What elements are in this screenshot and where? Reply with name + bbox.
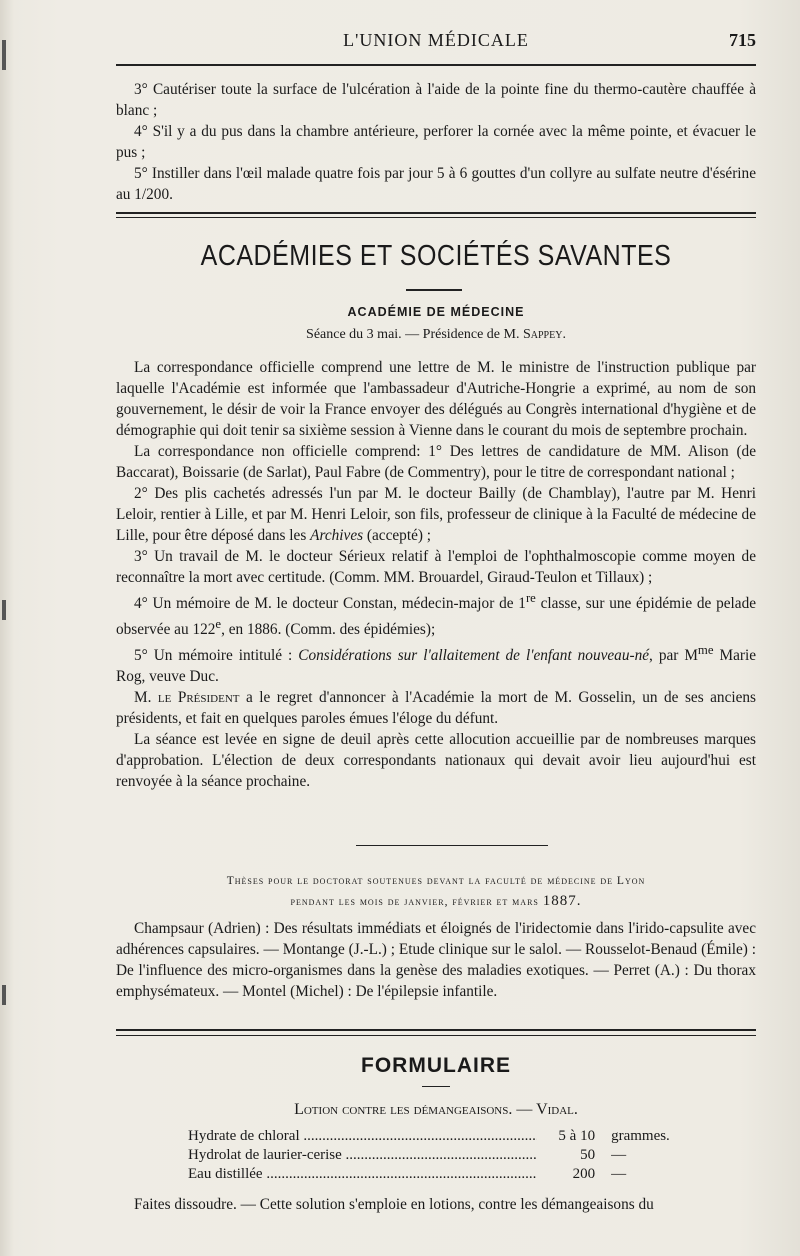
paragraph-sealed-letters: 2° Des plis cachetés adressés l'un par M. le docteur Bailly (de Chamblay), l'autre par M. Henri Leloir, rentier à Lille, et par M. Henri Leloir, son fils, professeur de clinique à la Faculté de médecine de Lille, pour être déposé dans les Archives (accepté) ; — [116, 485, 756, 544]
ingredient-unit: grammes. — [611, 1128, 670, 1144]
ingredient-qty: 50 — [580, 1147, 596, 1163]
paragraph-president-announcement: M. le Président a le regret d'annoncer à l'Académie la mort de M. Gosselin, un de ses anciens présidents, et fait en quelques paroles émues l'éloge du défunt. — [116, 689, 756, 728]
session-line — [116, 327, 756, 343]
ingredient-qty: 200 — [572, 1166, 596, 1182]
paragraph-rog-memoir: 5° Un mémoire intitulé : Considérations sur l'allaitement de l'enfant nouveau-né, par $M^{me}$ Marie Rog, veuve Duc. — [116, 643, 756, 686]
running-title: L'UNION MÉDICALE — [343, 30, 529, 50]
treatment-item-4: 4° S'il y a du pus dans la chambre antérieure, perforer la cornée avec la même pointe, et évacuer le pus ; — [116, 123, 756, 161]
ingredient-name: Hydrolat de laurier-cerise ..... — [188, 1146, 537, 1165]
lotion-title: Lotion contre les démangeaisons. — Vidal. — [294, 1101, 578, 1118]
theses-heading-line-1: Thèses pour le doctorat soutenues devant la faculté de médecine de Lyon — [226, 875, 646, 887]
ingredient-unit: — — [611, 1166, 627, 1182]
recipe-row — [188, 1146, 708, 1165]
paragraph-unofficial-correspondence: La correspondance non officielle comprend: 1° Des lettres de candidature de MM. Alison (de Baccarat), Boissarie (de Sarlat), Paul Fabre (de Commentry), pour le titre de correspondant national ; — [116, 443, 756, 481]
paragraph-constan-memoir: 4° Un mémoire de M. le docteur Constan, médecin-major de 1re classe, sur une épidémie de pelade observée au 122e, en 1886. (Comm. des épidémies); — [116, 591, 757, 639]
formulaire-double-rule-bottom — [116, 1035, 756, 1036]
margin-mark — [2, 40, 6, 70]
session-president: Sappey. — [522, 327, 566, 342]
formulaire-double-rule-top — [116, 1029, 756, 1031]
formulaire-instructions — [116, 1194, 756, 1215]
ingredient-unit: — — [611, 1147, 627, 1163]
instructions-text: Faites dissoudre. — Cette solution s'emploie en lotions, contre les démangeaisons du — [134, 1196, 654, 1213]
page-number: 715 — [729, 30, 756, 50]
formulaire-title: FORMULAIRE — [361, 1054, 511, 1077]
margin-mark — [2, 600, 6, 620]
section-double-rule-bottom — [116, 217, 756, 218]
title-divider — [406, 289, 462, 291]
recipe-row — [188, 1127, 708, 1146]
academy-report — [116, 357, 756, 792]
recipe-row — [188, 1165, 708, 1184]
paragraph-official-correspondence: La correspondance officielle comprend une lettre de M. le ministre de l'instruction publique par laquelle l'Académie est informée que l'ambassadeur d'Autriche-Hongrie a exprimé, au nom de son gouvernement, le désir de voir la France envoyer des délégués au Congrès international d'hygiène et de démographie qui doit tenir sa sixième session à Vienne dans le courant du mois de septembre prochain. — [116, 359, 756, 439]
treatment-list — [116, 79, 756, 205]
treatment-item-3: 3° Cautériser toute la surface de l'ulcération à l'aide de la pointe fine du thermo-cautère chauffée à blanc ; — [116, 81, 756, 119]
paragraph-session-closed: La séance est levée en signe de deuil après cette allocution accueillie par de nombreuses marques d'approbation. L'élection de deux correspondants nationaux qui devait avoir lieu aujourd'hui est renvoyée à la séance prochaine. — [116, 731, 756, 791]
ingredient-qty: 5 à 10 — [558, 1128, 596, 1144]
session-prefix: Séance du 3 mai. — Présidence de M. — [306, 327, 520, 342]
header-rule — [116, 64, 756, 66]
paragraph-serieux-work: 3° Un travail de M. le docteur Sérieux relatif à l'emploi de l'ophthalmoscopie comme moyen de reconnaître la mort avec certitude. (Comm. MM. Brouardel, Giraud-Teulon et Tillaux) ; — [116, 548, 756, 586]
theses-body: Champsaur (Adrien) : Des résultats immédiats et éloignés de l'iridectomie dans l'irido-capsulite avec adhérences capsulaires. — Montange (J.-L.) ; Etude clinique sur le salol. — Rousselot-Benaud (Émile) : De l'influence des micro-organismes dans la genèse des maladies exotiques. — Perret (A.) : Du thorax emphysémateux. — Montel (Michel) : De l'épilepsie infantile. — [116, 920, 756, 1000]
academy-name: ACADÉMIE DE MÉDECINE — [347, 305, 525, 319]
theses-heading — [116, 871, 756, 912]
formulaire-divider — [422, 1086, 450, 1087]
theses-list — [116, 918, 756, 1002]
ingredient-name: Eau distillée ..... — [188, 1165, 537, 1184]
section-double-rule-top — [116, 212, 756, 214]
theses-heading-line-2: pendant les mois de janvier, février et mars 1887. — [290, 893, 582, 909]
margin-mark — [2, 985, 6, 1005]
page-header — [116, 30, 756, 56]
treatment-item-5: 5° Instiller dans l'œil malade quatre fois par jour 5 à 6 gouttes d'un collyre au sulfate neutre d'ésérine au 1/200. — [116, 165, 756, 203]
ingredient-name: Hydrate de chloral ..... — [188, 1127, 537, 1146]
theses-divider — [356, 845, 548, 846]
recipe-table — [188, 1127, 708, 1184]
section-title-academies: ACADÉMIES ET SOCIÉTÉS SAVANTES — [200, 239, 672, 273]
